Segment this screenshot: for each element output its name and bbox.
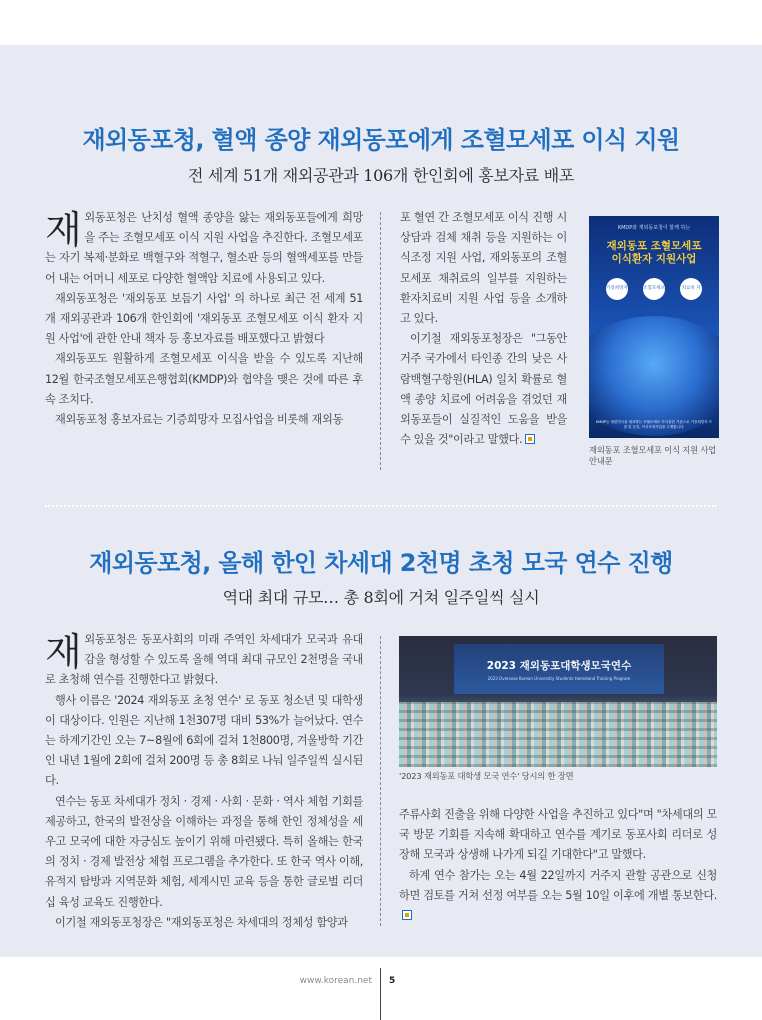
- article1-column-1: [45, 208, 363, 430]
- column-divider: [380, 212, 381, 470]
- article2-subtitle: 역대 최대 규모… 총 8회에 거쳐 일주일씩 실시: [222, 588, 540, 607]
- end-mark-icon: [402, 910, 412, 920]
- poster-circle: 기증희망자 모집: [606, 278, 628, 300]
- column-divider: [380, 636, 381, 926]
- photo-caption: '2023 재외동포 대학생 모국 연수' 당시의 한 장면: [399, 771, 574, 781]
- photo-banner-title: 2023 재외동포대학생모국연수: [486, 660, 632, 672]
- page-number: 5: [389, 976, 396, 986]
- article2-paragraph: 이기철 재외동포청장은 "재외동포청은 차세대의 정체성 함양과: [55, 915, 348, 929]
- drop-cap: 재: [45, 630, 82, 674]
- article2-paragraph: 연수는 동포 차세대가 정치 · 경제 · 사회 · 문화 · 역사 체험 기회를 제공하고, 한국의 발전상을 이해하는 과정을 통해 한인 정체성을 세우고 모국에 대한 자긍심도 높이기 위해 마련됐다. 특히 올해는 한국의 정치 · 경제 발전상 체험 프로그램을 추가한다. 또 한국 역사 이해, 유적지 탐방과 지역문화 체험, 세계시민 교육 등을 통한 글로벌 리더십 육성 교육도 진행한다.: [45, 794, 363, 909]
- support-program-poster: [589, 216, 719, 438]
- article1-paragraph: 이기철 재외동포청장은 "그동안 거주 국가에서 타인종 간의 낮은 사람백혈구항원(HLA) 일치 확률로 혈액 종양 치료에 어려움을 겪었던 재외동포들이 실질적인 도움을 받을 수 있을 것"이라고 말했다.: [400, 332, 567, 447]
- article1-paragraph: 외동포청은 난치성 혈액 종양을 앓는 재외동포들에게 희망을 주는 조혈모세포 이식 지원 사업을 추진한다. 조혈모세포는 자기 복제·분화로 백혈구와 적혈구, 혈소판 등의 혈액세포를 만들어 내는 어머니 세포로 다양한 혈액암 치료에 사용되고 있다.: [45, 211, 363, 285]
- article2-column-2: [399, 805, 717, 926]
- article1-column-2: [400, 208, 567, 450]
- globe-graphic: [589, 316, 719, 436]
- poster-title-line: 재외동포 조혈모세포: [606, 240, 702, 252]
- article1-paragraph: 재외동포청은 '재외동포 보듬기 사업' 의 하나로 최근 전 세계 51개 재외공관과 106개 한인회에 '재외동포 조혈모세포 이식 환자 지원 사업'에 관한 안내 책자 등 홍보자료를 배포했다고 밝혔다: [45, 291, 363, 346]
- article2-paragraph: 주류사회 진출을 위해 다양한 사업을 추진하고 있다"며 "차세대의 모국 방문 기회를 지속해 확대하고 연수를 계기로 동포사회 리더로 성장해 모국과 상생해 나가게 되길 기대한다"고 말했다.: [399, 808, 717, 862]
- training-event-photo: [399, 636, 717, 767]
- article2-paragraph: 행사 이름은 '2024 재외동포 초청 연수' 로 동포 청소년 및 대학생이 대상이다. 인원은 지난해 1천307명 대비 53%가 늘어났다. 연수는 하계기간인 오는 7~8월에 6회에 걸쳐 1천800명, 겨울방학 기간인 내년 1월에 2회에 걸쳐 200명 등 총 8회로 나눠 일주일씩 실시된다.: [45, 693, 363, 788]
- poster-title: [589, 240, 719, 266]
- article2-column-1: [45, 630, 363, 933]
- poster-circle: 치료비 지원: [680, 278, 702, 300]
- footer-divider: [380, 968, 381, 1020]
- article1-paragraph: 재외동포청 홍보자료는 기증희망자 모집사업을 비롯해 재외동: [55, 413, 343, 427]
- article1-paragraph: 포 혈연 간 조혈모세포 이식 진행 시 상담과 검체 채취 등을 지원하는 이식조정 지원 사업, 재외동포의 조혈모세포 채취료의 일부를 지원하는 환자치료비 지원 사업 등을 소개하고 있다.: [400, 211, 567, 326]
- poster-caption: 재외동포 조혈모세포 이식 지원 사업 안내문: [589, 445, 716, 466]
- drop-cap: 재: [45, 208, 82, 252]
- photo-banner-subtitle: 2023 Overseas Korean University Students Homeland Training Program: [487, 676, 631, 681]
- poster-title-line: 이식환자 지원사업: [611, 253, 697, 265]
- poster-circle: 조혈모세포 이식조정: [643, 278, 665, 300]
- poster-bottom-text: KMDP는 대한민국을 대표하는 조혈모세포 이식관련 기관으로 기증희망자 모집 및 등록, 이식조정사업을 수행합니다.: [596, 420, 712, 429]
- end-mark-icon: [525, 434, 535, 444]
- article1-subtitle: 전 세계 51개 재외공관과 106개 한인회에 홍보자료 배포: [187, 166, 575, 185]
- article2-title: 재외동포청, 올해 한인 차세대 2천명 초청 모국 연수 진행: [89, 549, 673, 577]
- article1-paragraph: 재외동포도 원활하게 조혈모세포 이식을 받을 수 있도록 지난해 12월 한국조혈모세포은행협회(KMDP)와 협약을 맺은 것에 따른 후속 조치다.: [45, 352, 363, 406]
- article2-paragraph: 하계 연수 참가는 오는 4월 22일까지 거주지 관할 공관으로 신청하면 검토를 거쳐 선정 여부를 오는 5월 10일 이후에 개별 통보한다.: [399, 868, 717, 902]
- article2-paragraph: 외동포청은 동포사회의 미래 주역인 차세대가 모국과 유대감을 형성할 수 있도록 올해 역대 최대 규모인 2천명을 국내로 초청해 연수를 진행한다고 밝혔다.: [45, 633, 363, 687]
- article1-title: 재외동포청, 혈액 종양 재외동포에게 조혈모세포 이식 지원: [82, 126, 680, 154]
- poster-top-text: KMDP와 재외동포청이 함께 하는: [617, 225, 691, 231]
- footer-url[interactable]: www.korean.net: [299, 976, 372, 986]
- section-divider: [45, 505, 717, 507]
- crowd-graphic-overlay: [399, 702, 717, 767]
